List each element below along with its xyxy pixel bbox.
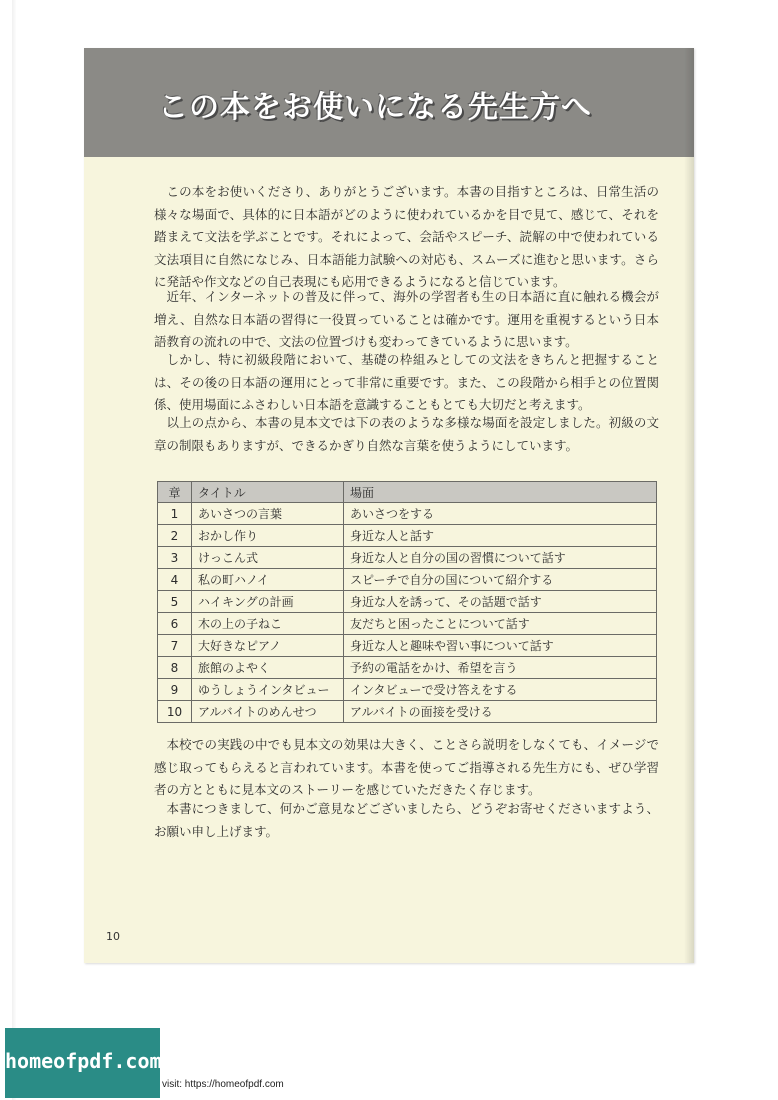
chapter-number: 10	[158, 701, 192, 723]
table-row	[158, 613, 657, 635]
chapter-title: けっこん式	[192, 547, 344, 569]
chapter-number: 2	[158, 525, 192, 547]
chapter-title: 旅館のよやく	[192, 657, 344, 679]
intro-paragraph-4: 以上の点から、本書の見本文では下の表のような多様な場面を設定しました。初級の文章の制限もありますが、できるかぎり自然な言葉を使うようにしています。	[154, 415, 659, 453]
watermark-logo[interactable]	[5, 1028, 160, 1098]
intro-paragraph-2: 近年、インターネットの普及に伴って、海外の学習者も生の日本語に直に触れる機会が増え、自然な日本語の習得に一役買っていることは確かです。運用を重視するという日本語教育の流れの中で、文法の位置づけも変わってきているように思います。	[154, 289, 659, 349]
table-header-row	[158, 482, 657, 503]
gutter-shadow	[684, 48, 694, 963]
chapter-scene: 身近な人を誘って、その話題で話す	[344, 591, 657, 613]
chapter-scene: 身近な人と話す	[344, 525, 657, 547]
chapter-scene: 友だちと困ったことについて話す	[344, 613, 657, 635]
table-row	[158, 569, 657, 591]
table-row	[158, 547, 657, 569]
title-banner	[84, 48, 694, 157]
chapter-table	[157, 481, 657, 723]
chapter-number: 6	[158, 613, 192, 635]
intro-paragraph-1: この本をお使いくださり、ありがとうございます。本書の目指すところは、日常生活の様々な場面で、具体的に日本語がどのように使われているかを目で見て、感じて、それを踏まえて文法を学ぶことです。それによって、会話やスピーチ、読解の中で使われている文法項目に自然になじみ、日本語能力試験への対応も、スムーズに進むと思います。さらに発話や作文などの自己表現にも応用できるようになると信じています。	[154, 184, 659, 289]
page-title: この本をお使いになる先生方へ	[158, 90, 592, 125]
header-scene: 場面	[344, 482, 657, 503]
table-row	[158, 701, 657, 723]
page-number: 10	[106, 930, 120, 943]
chapter-title: ゆうしょうインタビュー	[192, 679, 344, 701]
chapter-scene: アルバイトの面接を受ける	[344, 701, 657, 723]
chapter-title: 木の上の子ねこ	[192, 613, 344, 635]
chapter-scene: あいさつをする	[344, 503, 657, 525]
chapter-title: ハイキングの計画	[192, 591, 344, 613]
table-row	[158, 591, 657, 613]
chapter-scene: 予約の電話をかけ、希望を言う	[344, 657, 657, 679]
header-chapter: 章	[158, 482, 192, 503]
chapter-title: 私の町ハノイ	[192, 569, 344, 591]
chapter-title: おかし作り	[192, 525, 344, 547]
table-row	[158, 525, 657, 547]
chapter-number: 4	[158, 569, 192, 591]
closing-paragraph-1: 本校での実践の中でも見本文の効果は大きく、ことさら説明をしなくても、イメージで感じ取ってもらえると言われています。本書を使ってご指導される先生方にも、ぜひ学習者の方とともに見本文のストーリーを感じていただきたく存じます。	[154, 737, 659, 797]
chapter-title: 大好きなピアノ	[192, 635, 344, 657]
table-row	[158, 503, 657, 525]
book-page	[84, 48, 694, 963]
intro-paragraph-3: しかし、特に初級段階において、基礎の枠組みとしての文法をきちんと把握することは、その後の日本語の運用にとって非常に重要です。また、この段階から相手との位置関係、使用場面にふさわしい日本語を意識することもとても大切だと考えます。	[154, 352, 659, 412]
table-row	[158, 657, 657, 679]
chapter-number: 9	[158, 679, 192, 701]
scan-edge	[12, 0, 16, 1100]
table-row	[158, 679, 657, 701]
chapter-scene: 身近な人と自分の国の習慣について話す	[344, 547, 657, 569]
chapter-scene: スピーチで自分の国について紹介する	[344, 569, 657, 591]
chapter-number: 3	[158, 547, 192, 569]
chapter-scene: インタビューで受け答えをする	[344, 679, 657, 701]
chapter-number: 1	[158, 503, 192, 525]
closing-paragraph-2: 本書につきまして、何かご意見などございましたら、どうぞお寄せくださいますよう、お願い申し上げます。	[154, 801, 659, 839]
chapter-title: アルバイトのめんせつ	[192, 701, 344, 723]
watermark-visit-link[interactable]: visit: https://homeofpdf.com	[162, 1079, 284, 1090]
table-row	[158, 635, 657, 657]
chapter-number: 8	[158, 657, 192, 679]
chapter-title: あいさつの言葉	[192, 503, 344, 525]
chapter-number: 5	[158, 591, 192, 613]
chapter-number: 7	[158, 635, 192, 657]
chapter-scene: 身近な人と趣味や習い事について話す	[344, 635, 657, 657]
header-title: タイトル	[192, 482, 344, 503]
logo-text: homeofpdf.com	[5, 1049, 162, 1073]
